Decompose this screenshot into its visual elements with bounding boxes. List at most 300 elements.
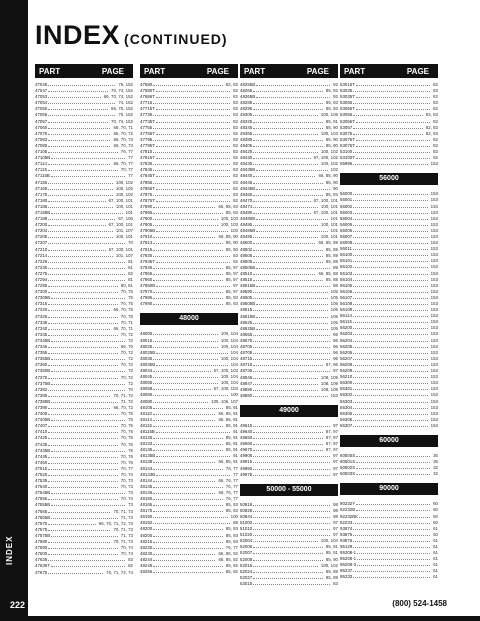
page-reference: 153: [430, 288, 438, 294]
page-reference: 66, 70, 71, 72, 73: [98, 520, 133, 526]
part-number: 48080: [140, 398, 153, 404]
part-number: 47845: [140, 167, 153, 173]
page-reference: 66, 85, 92: [218, 556, 238, 562]
page-reference: 83: [233, 179, 238, 185]
part-number: 48133: [140, 441, 153, 447]
part-number: 95208-1: [340, 550, 357, 556]
dot-leader: [48, 119, 108, 123]
page-reference: 83: [233, 252, 238, 258]
part-number: 49660: [240, 441, 253, 447]
dot-leader: [156, 453, 230, 457]
part-number: 47355: [35, 350, 48, 356]
dot-leader: [253, 180, 323, 184]
part-number: 56210: [340, 374, 353, 380]
dot-leader: [48, 247, 105, 251]
index-rows: [240, 82, 338, 587]
page-reference: 100, 102: [115, 185, 133, 191]
page-reference: 85, 93: [325, 191, 338, 197]
page-reference: 82: [433, 118, 438, 124]
part-number: 47325: [35, 313, 48, 319]
dot-leader: [48, 192, 113, 196]
part-number: 48435: [240, 161, 253, 167]
page-reference: 73: [128, 502, 133, 508]
page-reference: 66, 70: [120, 344, 133, 350]
page-reference: 85, 89: [325, 574, 338, 580]
dot-leader: [353, 532, 430, 536]
dot-leader: [253, 502, 330, 506]
dot-leader: [253, 173, 315, 177]
part-number: 56302: [340, 392, 353, 398]
part-number: 48655: [240, 331, 253, 337]
page-reference: 71, 73: [120, 532, 133, 538]
part-number: 47815T: [140, 155, 155, 161]
part-number: 47855: [140, 179, 153, 185]
page-reference: 66, 85, 91: [218, 410, 238, 416]
page-reference: 153: [430, 355, 438, 361]
page-reference: 85, 91: [325, 550, 338, 556]
part-number: 47375: [35, 374, 48, 380]
dot-leader: [48, 240, 125, 244]
column-header: [340, 64, 438, 78]
dot-leader: [353, 411, 427, 415]
dot-leader: [256, 265, 330, 269]
part-number: 47300: [35, 289, 48, 295]
phone-number: (800) 524-1458: [392, 599, 447, 608]
part-number: 55996: [340, 161, 353, 167]
page-reference: 97: [333, 422, 338, 428]
part-number: 53075T: [340, 136, 355, 142]
page-reference: 66, 76, 77: [218, 477, 238, 483]
dot-leader: [48, 527, 110, 531]
dot-leader: [153, 386, 210, 390]
page-reference: 153: [430, 203, 438, 209]
dot-leader: [48, 442, 118, 446]
page-reference: 98: [333, 513, 338, 519]
part-number: 47795: [140, 136, 153, 142]
part-number: 47960B: [140, 283, 156, 289]
part-number: 47207: [35, 240, 48, 246]
page-reference: 88: [333, 283, 338, 289]
index-sidebar: [0, 0, 28, 621]
dot-leader: [153, 459, 215, 463]
page-reference: 97: [333, 520, 338, 525]
dot-leader: [253, 557, 323, 561]
part-number: 47210: [35, 246, 48, 252]
dot-leader: [48, 545, 118, 549]
dot-leader: [48, 332, 118, 336]
dot-leader: [48, 521, 96, 525]
dot-leader: [153, 551, 215, 555]
page-reference: 70, 74: [120, 545, 133, 551]
dot-leader: [48, 100, 115, 104]
part-number: 48430: [240, 155, 253, 161]
column-header: [240, 64, 338, 78]
page-header-label: PAGE: [406, 66, 429, 76]
part-number: 93874: [340, 525, 353, 531]
page-reference: 153: [430, 221, 438, 227]
part-number: 56305: [340, 410, 353, 416]
part-number: 47795T: [140, 142, 155, 148]
part-number: 48035B: [140, 361, 156, 367]
part-number: 56002: [340, 203, 353, 209]
page-reference: 153: [430, 270, 438, 276]
part-number: 56108: [340, 301, 353, 306]
part-number: 47360B: [35, 368, 51, 374]
part-number: 47680: [140, 82, 153, 87]
page-reference: 82: [233, 173, 238, 179]
page-reference: 82: [233, 258, 238, 264]
dot-leader: [353, 228, 427, 232]
part-number: 52007: [240, 550, 253, 556]
page-reference: 100, 104: [220, 374, 238, 380]
dot-leader: [256, 326, 328, 330]
page-reference: 67, 100, 101: [313, 209, 338, 215]
part-number: 48305: [240, 112, 253, 118]
part-number: 47060: [35, 124, 48, 130]
part-number: 47460: [35, 459, 48, 465]
part-number: 56206: [340, 349, 353, 355]
page-reference: 100, 101: [320, 222, 338, 228]
dot-leader: [253, 307, 327, 311]
dot-leader: [48, 466, 118, 470]
index-entry: [140, 569, 238, 575]
part-number: 56006: [340, 227, 353, 233]
page-reference: 153: [430, 319, 438, 325]
page-reference: 67, 100, 102: [313, 155, 338, 161]
part-number: 50818: [240, 501, 253, 507]
page-reference: 70, 72: [120, 362, 133, 368]
part-number: 52016: [240, 562, 253, 568]
page-reference: 87, 97: [325, 435, 338, 441]
page-reference: 82: [433, 155, 438, 161]
part-number: 48285: [240, 100, 253, 106]
page-reference: 87, 97: [325, 441, 338, 447]
part-number: 47900: [140, 216, 153, 222]
dot-leader: [353, 338, 427, 342]
part-number: 47915: [140, 246, 153, 252]
dot-leader: [48, 350, 118, 354]
dot-leader: [48, 454, 118, 458]
part-number: 47047: [35, 88, 48, 94]
page-reference: 85, 97: [225, 277, 238, 282]
page-header-label: PAGE: [206, 66, 229, 76]
page-reference: 71, 72: [120, 398, 133, 404]
page-reference: 153: [430, 380, 438, 386]
page-reference: 60: [433, 501, 438, 507]
dot-leader: [353, 544, 430, 548]
page-reference: 83: [233, 112, 238, 118]
index-column-3: [240, 64, 338, 587]
part-number: 48485: [240, 222, 253, 228]
dot-leader: [253, 429, 323, 433]
dot-leader: [153, 520, 230, 524]
part-number: 47235: [35, 264, 48, 270]
page-reference: 85, 93: [225, 532, 238, 538]
part-number: 56208: [340, 361, 353, 367]
dot-leader: [48, 429, 118, 433]
page-reference: 70, 71: [120, 319, 133, 325]
part-number: 47046: [35, 82, 48, 87]
dot-leader: [153, 192, 230, 196]
dot-leader: [48, 344, 118, 348]
dot-leader: [156, 88, 230, 92]
section-heading: 48000: [140, 313, 238, 325]
part-number: 47360: [35, 362, 48, 368]
part-number: 48845: [240, 374, 253, 380]
page-reference: 82: [233, 185, 238, 191]
dot-leader: [51, 295, 125, 299]
page-reference: 153: [430, 307, 438, 313]
part-number: 48245: [140, 563, 153, 569]
page-reference: 87, 96: [325, 362, 338, 368]
page-reference: 82: [233, 197, 238, 203]
part-number: 47565: [35, 508, 48, 514]
page-reference: 92: [333, 82, 338, 87]
part-number: 48505B: [240, 264, 256, 270]
dot-leader: [253, 112, 318, 116]
dot-leader: [156, 143, 230, 147]
dot-leader: [253, 137, 323, 141]
page-reference: 76, 77: [225, 483, 238, 489]
part-number: 47407: [35, 423, 48, 429]
page-reference: 61: [433, 574, 438, 580]
part-number: 92232B: [340, 507, 356, 513]
page-reference: 66, 85, 92: [218, 550, 238, 556]
part-number: 95237: [340, 568, 353, 574]
page-reference: 83: [128, 557, 133, 563]
dot-leader: [156, 283, 230, 287]
part-number: 48295: [240, 106, 253, 112]
page-reference: 77: [128, 173, 133, 179]
column-header: [140, 64, 238, 78]
dot-leader: [353, 568, 430, 572]
part-number: 56008: [340, 240, 353, 246]
dot-leader: [253, 204, 318, 208]
part-number: 47635: [35, 557, 48, 563]
dot-leader: [48, 509, 110, 513]
dot-leader: [153, 216, 218, 220]
page-reference: 85, 90: [225, 246, 238, 252]
part-number: 48035: [140, 355, 153, 361]
page-reference: 60: [433, 531, 438, 537]
dot-leader: [253, 338, 330, 342]
page-reference: 100: [230, 514, 238, 520]
part-number: 47114: [35, 161, 47, 167]
page-reference: 85, 90: [325, 136, 338, 142]
page-reference: 70, 71, 73: [113, 526, 133, 532]
page-reference: 97: [333, 465, 338, 471]
part-number: 48145: [140, 483, 153, 489]
part-number: 47913: [140, 240, 153, 246]
page-reference: 102: [330, 167, 338, 173]
dot-leader: [253, 362, 323, 366]
dot-leader: [353, 246, 428, 250]
dot-leader: [353, 149, 430, 153]
dot-leader: [153, 253, 230, 257]
page-reference: 105: [330, 325, 338, 331]
dot-leader: [51, 533, 118, 537]
dot-leader: [356, 106, 430, 110]
dot-leader: [153, 569, 223, 573]
index-rows: [340, 82, 438, 581]
page-reference: 70, 73: [120, 484, 133, 490]
section-heading: 90000: [340, 483, 438, 495]
part-number: 48605: [240, 295, 253, 301]
dot-leader: [253, 387, 318, 391]
dot-leader: [153, 380, 218, 384]
dot-leader: [253, 393, 327, 397]
dot-leader: [353, 234, 427, 238]
page-reference: 85, 91: [225, 447, 238, 453]
page-reference: 153: [430, 215, 438, 221]
dot-leader: [48, 112, 115, 116]
page-reference: 85, 93: [225, 209, 238, 215]
page-reference: 153: [430, 374, 438, 380]
dot-leader: [253, 222, 318, 226]
part-number: 49640: [240, 428, 253, 434]
dot-leader: [253, 441, 323, 445]
dot-leader: [51, 490, 125, 494]
page-title: [35, 20, 228, 54]
dot-leader: [353, 362, 427, 366]
page-reference: 80, 81: [120, 283, 133, 289]
dot-leader: [253, 375, 318, 379]
part-number: 48465: [240, 191, 253, 197]
page-reference: 70, 75: [120, 313, 133, 319]
dot-leader: [353, 319, 428, 323]
dot-leader: [353, 325, 427, 329]
part-number: 48025: [140, 343, 153, 349]
index-entry: [35, 570, 133, 576]
page-reference: 70, 72: [120, 374, 133, 380]
page-reference: 82, 83: [425, 112, 438, 118]
part-number: 48847: [240, 380, 253, 386]
dot-leader: [153, 301, 223, 305]
page-reference: 153: [430, 240, 438, 246]
dot-leader: [156, 173, 230, 177]
part-number: 56209: [340, 368, 353, 374]
dot-leader: [353, 380, 427, 384]
page-reference: 70, 71, 72, 74: [106, 569, 133, 575]
dot-leader: [153, 545, 223, 549]
page-reference: 85, 91: [225, 435, 238, 441]
part-number: 47935: [140, 252, 153, 258]
part-number: 51010: [240, 526, 253, 532]
part-number: 56004: [340, 215, 353, 221]
dot-leader: [353, 216, 427, 220]
page-reference: 73: [128, 490, 133, 496]
dot-leader: [48, 314, 118, 318]
dot-leader: [48, 551, 118, 555]
page-reference: 85, 93: [225, 502, 238, 508]
page-reference: 85, 91: [325, 118, 338, 124]
dot-leader: [48, 301, 118, 305]
dot-leader: [256, 216, 328, 220]
dot-leader: [153, 539, 223, 543]
dot-leader: [353, 386, 427, 390]
page-reference: 82, 83: [225, 82, 238, 87]
part-header-label: PART: [39, 66, 61, 76]
dot-leader: [153, 338, 218, 342]
part-number: 48735: [240, 368, 253, 374]
page-reference: 97: [333, 368, 338, 374]
page-reference: 153: [430, 368, 438, 374]
dot-leader: [253, 569, 323, 573]
dot-leader: [253, 368, 330, 372]
part-number: 52006: [240, 544, 253, 550]
dot-leader: [353, 350, 427, 354]
dot-leader: [48, 435, 118, 439]
page-reference: 66, 70, 72: [113, 404, 133, 410]
part-number: 56306: [340, 416, 353, 422]
page-reference: 83: [233, 106, 238, 112]
page-reference: 83: [233, 100, 238, 106]
page-reference: 96: [333, 331, 338, 337]
part-number: 52008: [240, 556, 253, 562]
page-reference: 32: [433, 465, 438, 471]
dot-leader: [51, 173, 125, 177]
dot-leader: [253, 581, 330, 585]
page-reference: 105: [330, 313, 338, 319]
page-reference: 100, 102: [320, 149, 338, 155]
part-number: 48502: [240, 246, 253, 252]
dot-leader: [253, 550, 323, 554]
part-number: 47205: [35, 234, 48, 240]
dot-leader: [256, 94, 330, 98]
title-main: INDEX: [35, 20, 121, 50]
dot-leader: [156, 350, 228, 354]
page-reference: 83: [233, 167, 238, 173]
dot-leader: [353, 125, 423, 129]
dot-leader: [253, 435, 323, 439]
dot-leader: [48, 405, 110, 409]
dot-leader: [253, 423, 330, 427]
page-reference: 82: [233, 130, 238, 136]
page-reference: 103: [230, 228, 238, 234]
page-reference: 153: [430, 313, 438, 319]
index-entry: [340, 423, 438, 429]
dot-leader: [51, 368, 125, 372]
part-header-label: PART: [244, 66, 266, 76]
dot-leader: [156, 362, 228, 366]
dot-leader: [48, 186, 113, 190]
part-number: 48718: [240, 362, 253, 368]
dot-leader: [156, 106, 230, 110]
dot-leader: [253, 131, 318, 135]
dot-leader: [253, 106, 323, 110]
part-number: 47188: [35, 216, 48, 222]
part-number: 48850: [240, 392, 253, 398]
part-number: 47735: [140, 112, 153, 118]
index-entry: [340, 574, 438, 580]
dot-leader: [48, 125, 110, 129]
part-number: 48325: [240, 118, 253, 124]
dot-leader: [153, 149, 230, 153]
dot-leader: [353, 264, 427, 268]
page-reference: 153: [430, 386, 438, 392]
part-number: 47105: [35, 149, 48, 155]
page-reference: 100, 102: [320, 161, 338, 167]
page-reference: 72: [128, 356, 133, 362]
part-number: 47382: [35, 386, 48, 392]
page-reference: 108, 109: [320, 386, 338, 392]
dot-leader: [51, 210, 123, 214]
part-number: 53075: [340, 130, 353, 136]
part-number: 53055T: [340, 106, 355, 112]
part-number: 47985: [140, 295, 153, 301]
page-reference: 153: [430, 349, 438, 355]
dot-leader: [156, 119, 230, 123]
